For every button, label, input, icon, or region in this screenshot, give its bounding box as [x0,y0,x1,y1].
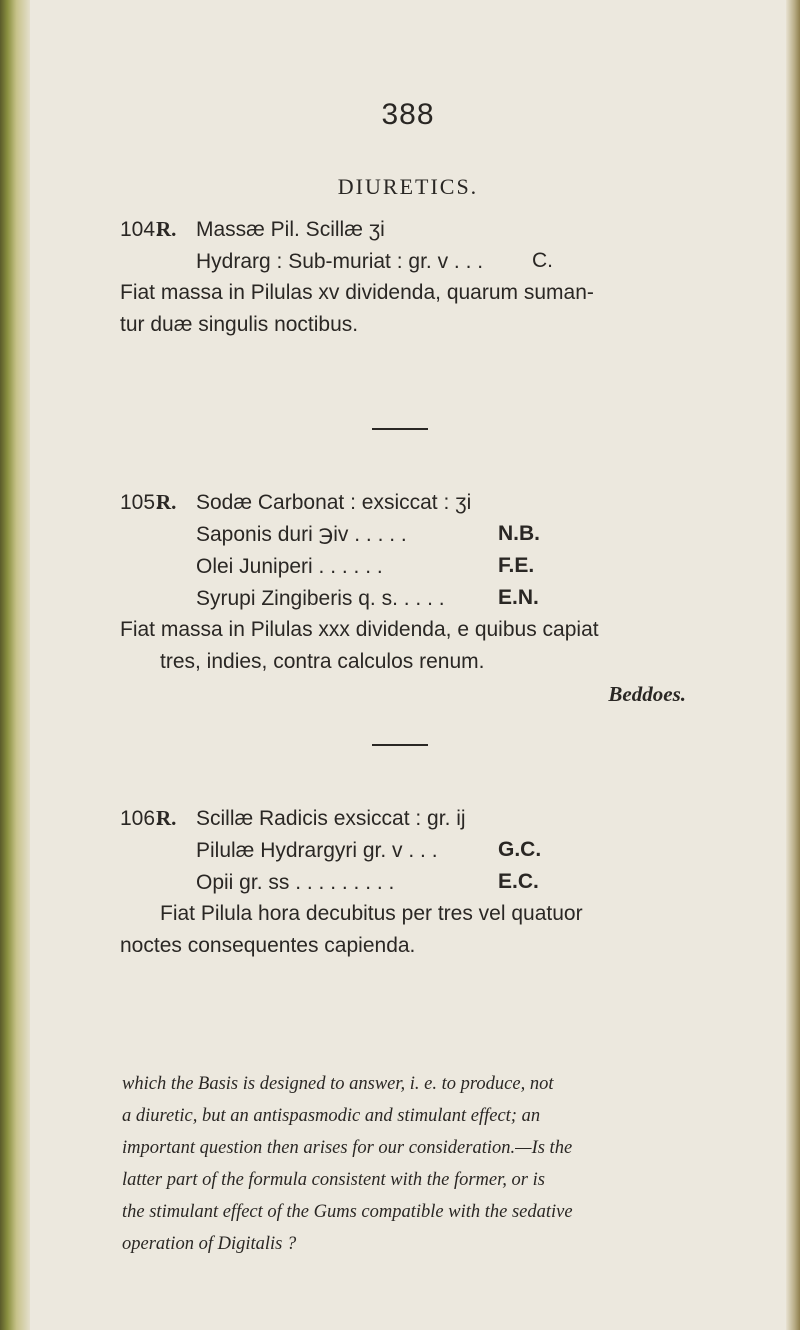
book-page [30,0,786,1330]
page-edge [786,0,800,1330]
ingredient-line [120,550,746,582]
page-number: 388 [381,98,435,131]
contributor-code: F.E. [498,554,535,577]
book-binding [0,0,30,1330]
direction-line: noctes consequentes capienda. [120,934,416,957]
recipe-105 [120,486,746,710]
note-line: important question then arises for our consideration.—Is the [122,1138,573,1158]
commentary-note [122,1068,752,1260]
contributor-code: N.B. [498,522,540,545]
ingredient-line [120,834,746,866]
ingredient-line [120,866,746,898]
ingredient: Pilulæ Hydrargyri gr. v . . . [196,839,438,862]
ingredient-line [120,582,746,614]
ingredient: Sodæ Carbonat : exsiccat : ʒi [196,491,472,514]
ingredient: Hydrarg : Sub-muriat : gr. v . . . [196,250,484,273]
note-line: which the Basis is designed to answer, i. e. to produce, not [122,1074,554,1094]
ingredient: Opii gr. ss . . . . . . . . . [196,871,395,894]
recipe-number: 106. [120,807,161,830]
recipe-number: 105. [120,491,161,514]
ingredient: Massæ Pil. Scillæ ʒi [196,218,385,241]
ingredient: Syrupi Zingiberis q. s. . . . . [196,587,445,610]
note-line: operation of Digitalis ? [122,1234,297,1254]
direction-line: tres, indies, contra calculos renum. [160,650,485,673]
section-divider [372,428,428,430]
rx-symbol: R. [156,217,177,241]
recipe-line [120,802,746,834]
ingredient: Scillæ Radicis exsiccat : gr. ij [196,807,466,830]
rx-symbol: R. [156,490,177,514]
recipe-104 [120,213,746,341]
ingredient-line [120,245,746,277]
contributor-code: G.C. [498,838,542,861]
ingredient-line [120,518,746,550]
rx-symbol: R. [156,806,177,830]
note-line: a diuretic, but an antispasmodic and stimulant effect; an [122,1106,541,1126]
ingredient: Saponis duri ℈iv . . . . . [196,523,407,546]
recipe-number: 104. [120,218,161,241]
direction-line: Fiat massa in Pilulas xv dividenda, quarum suman- [120,281,594,304]
direction-line: tur duæ singulis noctibus. [120,313,359,336]
contributor-code: C. [532,249,553,272]
contributor-code: E.C. [498,870,539,893]
recipe-line [120,486,746,518]
recipe-106 [120,802,746,962]
direction-line: Fiat massa in Pilulas xxx dividenda, e quibus capiat [120,618,599,641]
recipe-line [120,213,746,245]
running-head: DIURETICS. [337,174,479,199]
ingredient: Olei Juniperi . . . . . . [196,555,383,578]
contributor-code: E.N. [498,586,539,609]
note-line: latter part of the formula consistent with the former, or is [122,1170,545,1190]
author-attribution: Beddoes. [608,682,686,706]
note-line: the stimulant effect of the Gums compatible with the sedative [122,1202,573,1222]
section-divider [372,744,428,746]
direction-line: Fiat Pilula hora decubitus per tres vel quatuor [160,902,583,925]
